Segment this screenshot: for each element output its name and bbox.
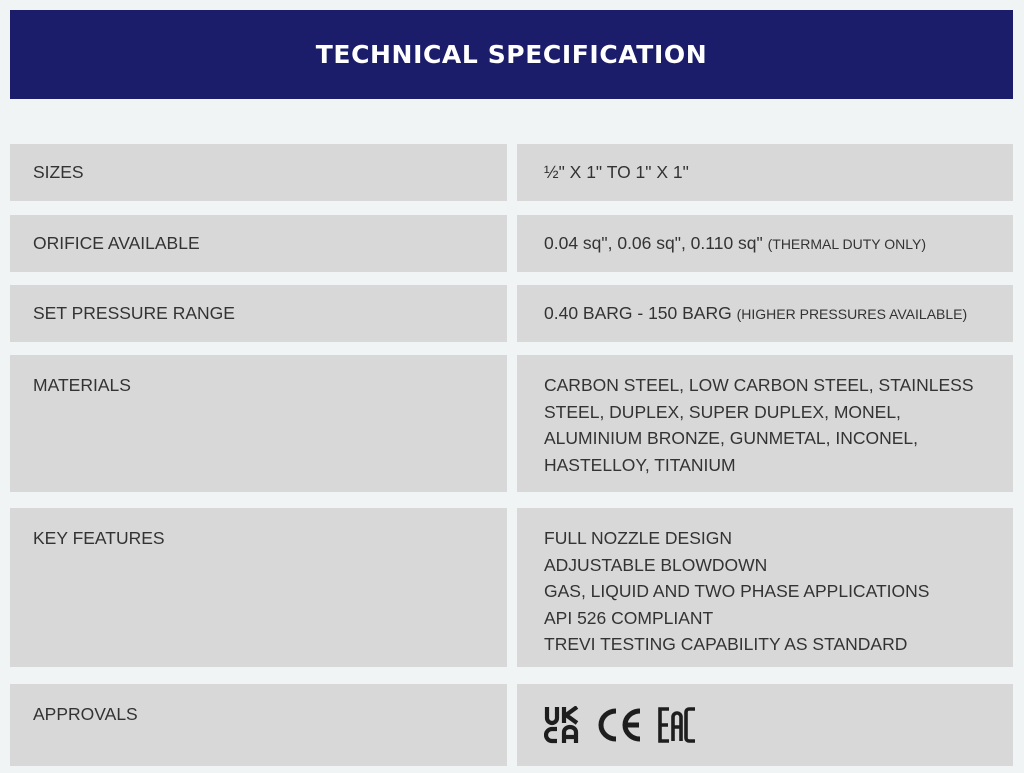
page-title: TECHNICAL SPECIFICATION [315, 40, 708, 69]
spec-label: ORIFICE AVAILABLE [33, 233, 200, 254]
feature-line: API 526 COMPLIANT [544, 607, 714, 628]
spec-header [10, 10, 1013, 99]
spec-value: 0.40 BARG - 150 BARG [544, 302, 732, 323]
spec-label-cell [10, 355, 507, 492]
materials-line: ALUMINIUM BRONZE, GUNMETAL, INCONEL, [544, 428, 919, 448]
spec-label: KEY FEATURES [33, 528, 165, 548]
ukca-mark-icon [544, 706, 580, 744]
spec-label-cell [10, 144, 507, 201]
feature-line: GAS, LIQUID AND TWO PHASE APPLICATIONS [544, 581, 930, 601]
spec-label: APPROVALS [33, 704, 138, 724]
materials-line: CARBON STEEL, LOW CARBON STEEL, STAINLESS [544, 375, 974, 395]
spec-label-cell [10, 684, 507, 766]
spec-label-cell [10, 215, 507, 272]
spec-value: 0.04 sq", 0.06 sq", 0.110 sq" [544, 232, 763, 253]
spec-label: SIZES [33, 162, 84, 183]
spec-label: MATERIALS [33, 375, 131, 395]
approval-marks [544, 684, 1005, 766]
feature-line: TREVI TESTING CAPABILITY AS STANDARD [544, 634, 908, 654]
spec-value-cell [517, 215, 1013, 272]
spec-value: ½" X 1" TO 1" X 1" [544, 162, 689, 183]
spec-value-cell [517, 508, 1013, 667]
spec-value-cell [517, 355, 1013, 492]
feature-line: FULL NOZZLE DESIGN [544, 528, 732, 548]
materials-line: STEEL, DUPLEX, SUPER DUPLEX, MONEL, [544, 401, 901, 422]
spec-label-cell [10, 508, 507, 667]
eac-mark-icon [658, 707, 698, 743]
feature-line: ADJUSTABLE BLOWDOWN [544, 554, 768, 575]
spec-value-cell [517, 285, 1013, 342]
spec-note: (THERMAL DUTY ONLY) [767, 235, 927, 252]
spec-note: (HIGHER PRESSURES AVAILABLE) [736, 305, 968, 322]
spec-value-cell [517, 144, 1013, 201]
spec-value-cell [517, 684, 1013, 766]
spec-label-cell [10, 285, 507, 342]
materials-line: HASTELLOY, TITANIUM [544, 454, 736, 475]
spec-label: SET PRESSURE RANGE [33, 303, 235, 324]
ce-mark-icon [594, 707, 644, 743]
